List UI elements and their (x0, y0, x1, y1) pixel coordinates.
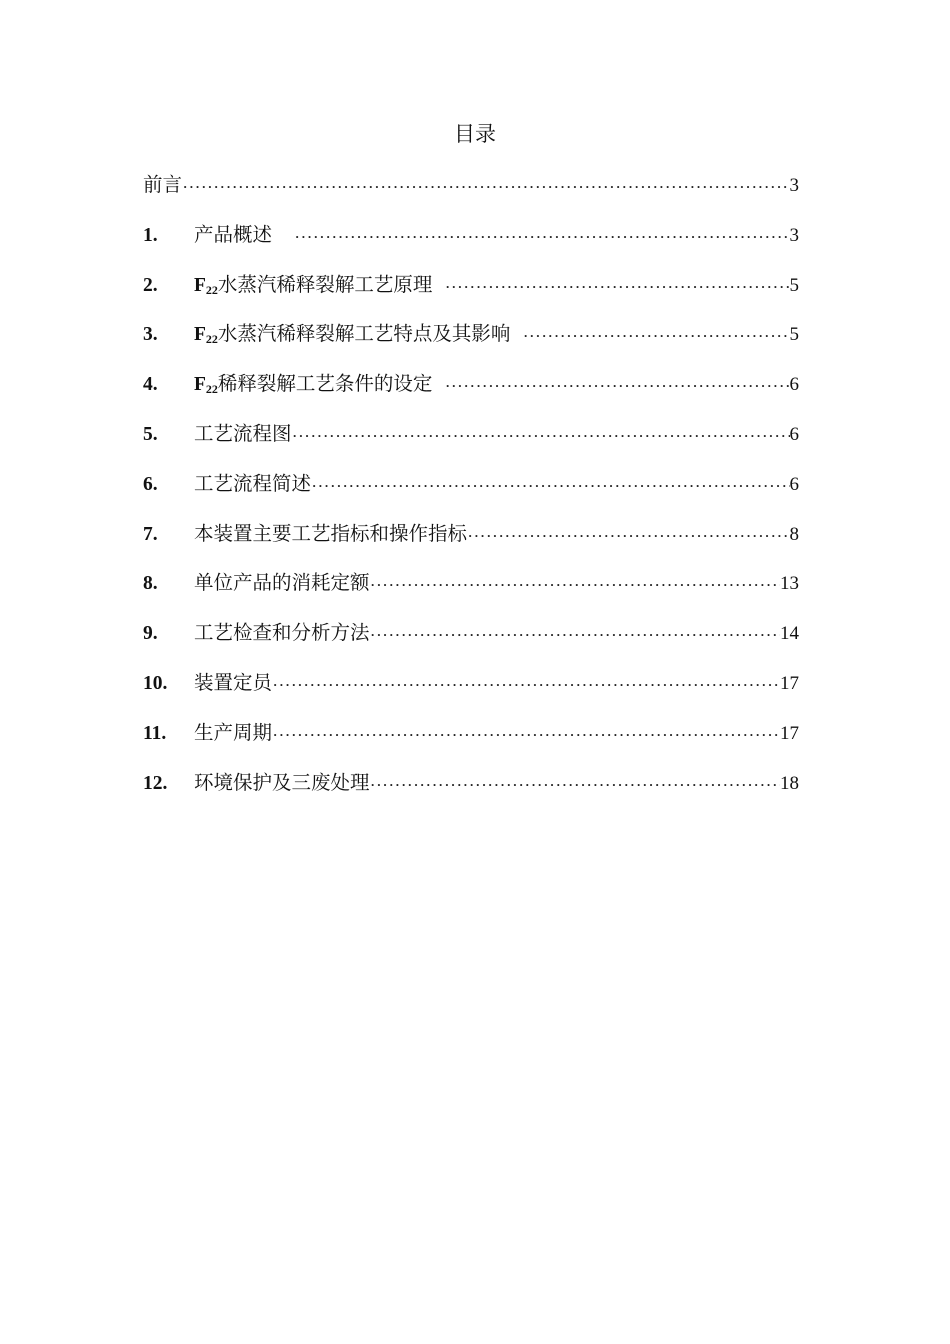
toc-entry-2[interactable] (143, 270, 799, 320)
toc-leader-dots (272, 670, 780, 700)
toc-entry-title: 单位产品的消耗定额 (194, 571, 370, 595)
toc-entry-page: 5 (789, 324, 799, 346)
toc-leader-dots (311, 471, 789, 501)
toc-entry-title: 前言 (143, 173, 183, 196)
toc-entry-page: 3 (789, 224, 799, 246)
toc-entry-page: 6 (789, 374, 799, 396)
toc-entry-preface[interactable] (143, 170, 799, 220)
toc-entry-page: 8 (789, 523, 799, 545)
toc-title: 目录 (454, 122, 496, 146)
toc-entry-6[interactable] (143, 469, 799, 519)
toc-entry-1[interactable] (143, 220, 799, 270)
toc-entry-4[interactable] (143, 369, 799, 419)
toc-entry-11[interactable] (143, 718, 799, 768)
toc-entry-3[interactable] (143, 319, 799, 369)
toc-entry-number: 6. (143, 473, 158, 495)
toc-entry-title: 生产周期 (194, 720, 273, 744)
toc-entry-8[interactable] (143, 568, 799, 618)
toc-entry-number: 3. (143, 324, 158, 346)
toc-entry-number: 1. (143, 224, 158, 246)
toc-leader-dots (444, 371, 789, 401)
toc-leader-dots (444, 272, 789, 302)
toc-entry-7[interactable] (143, 519, 799, 569)
toc-entry-number: 8. (143, 573, 158, 595)
toc-entry-page: 14 (780, 623, 799, 645)
toc-entry-title: 水蒸汽稀释裂解工艺特点及其影响 (217, 322, 511, 346)
toc-entry-5[interactable] (143, 419, 799, 469)
toc-entry-page: 3 (789, 175, 799, 196)
toc-entry-number: 2. (143, 274, 158, 296)
toc-leader-dots (370, 770, 780, 800)
toc-leader-dots (370, 620, 780, 650)
toc-entry-title: 工艺流程简述 (194, 471, 312, 495)
toc-entry-page: 6 (789, 423, 799, 445)
toc-entry-title: 环境保护及三废处理 (194, 770, 370, 794)
toc-entry-title: 产品概述 (194, 222, 273, 246)
toc-entry-number: 5. (143, 423, 158, 445)
toc-leader-dots (182, 172, 789, 202)
toc-entry-title: 工艺检查和分析方法 (194, 621, 370, 645)
formula-f22: $F_{22}$ (194, 324, 218, 347)
table-of-contents (143, 170, 799, 817)
toc-leader-dots (292, 421, 790, 451)
toc-entry-page: 13 (780, 573, 799, 595)
toc-entry-title: 稀释裂解工艺条件的设定 (217, 372, 433, 396)
toc-entry-number: 11. (143, 722, 167, 744)
toc-entry-number: 10. (143, 672, 168, 694)
toc-entry-page: 17 (780, 722, 799, 744)
toc-entry-page: 6 (789, 473, 799, 495)
toc-entry-number: 4. (143, 374, 158, 396)
toc-entry-number: 7. (143, 523, 158, 545)
formula-f22: $F_{22}$ (194, 274, 218, 297)
toc-entry-page: 5 (789, 274, 799, 296)
toc-entry-title: 装置定员 (194, 670, 273, 694)
toc-entry-title: 工艺流程图 (194, 421, 292, 445)
toc-entry-page: 18 (780, 772, 799, 794)
toc-leader-dots (467, 521, 789, 551)
formula-f22: $F_{22}$ (194, 374, 218, 397)
toc-entry-number: 12. (143, 772, 168, 794)
toc-leader-dots (294, 222, 789, 252)
toc-entry-9[interactable] (143, 618, 799, 668)
toc-entry-title: 本装置主要工艺指标和操作指标 (194, 521, 468, 545)
toc-entry-page: 17 (780, 672, 799, 694)
toc-entry-12[interactable] (143, 768, 799, 818)
toc-entry-number: 9. (143, 623, 158, 645)
toc-leader-dots (370, 570, 780, 600)
toc-entry-10[interactable] (143, 668, 799, 718)
toc-entry-title: 水蒸汽稀释裂解工艺原理 (217, 272, 433, 296)
toc-leader-dots (522, 321, 789, 351)
toc-leader-dots (272, 720, 780, 750)
